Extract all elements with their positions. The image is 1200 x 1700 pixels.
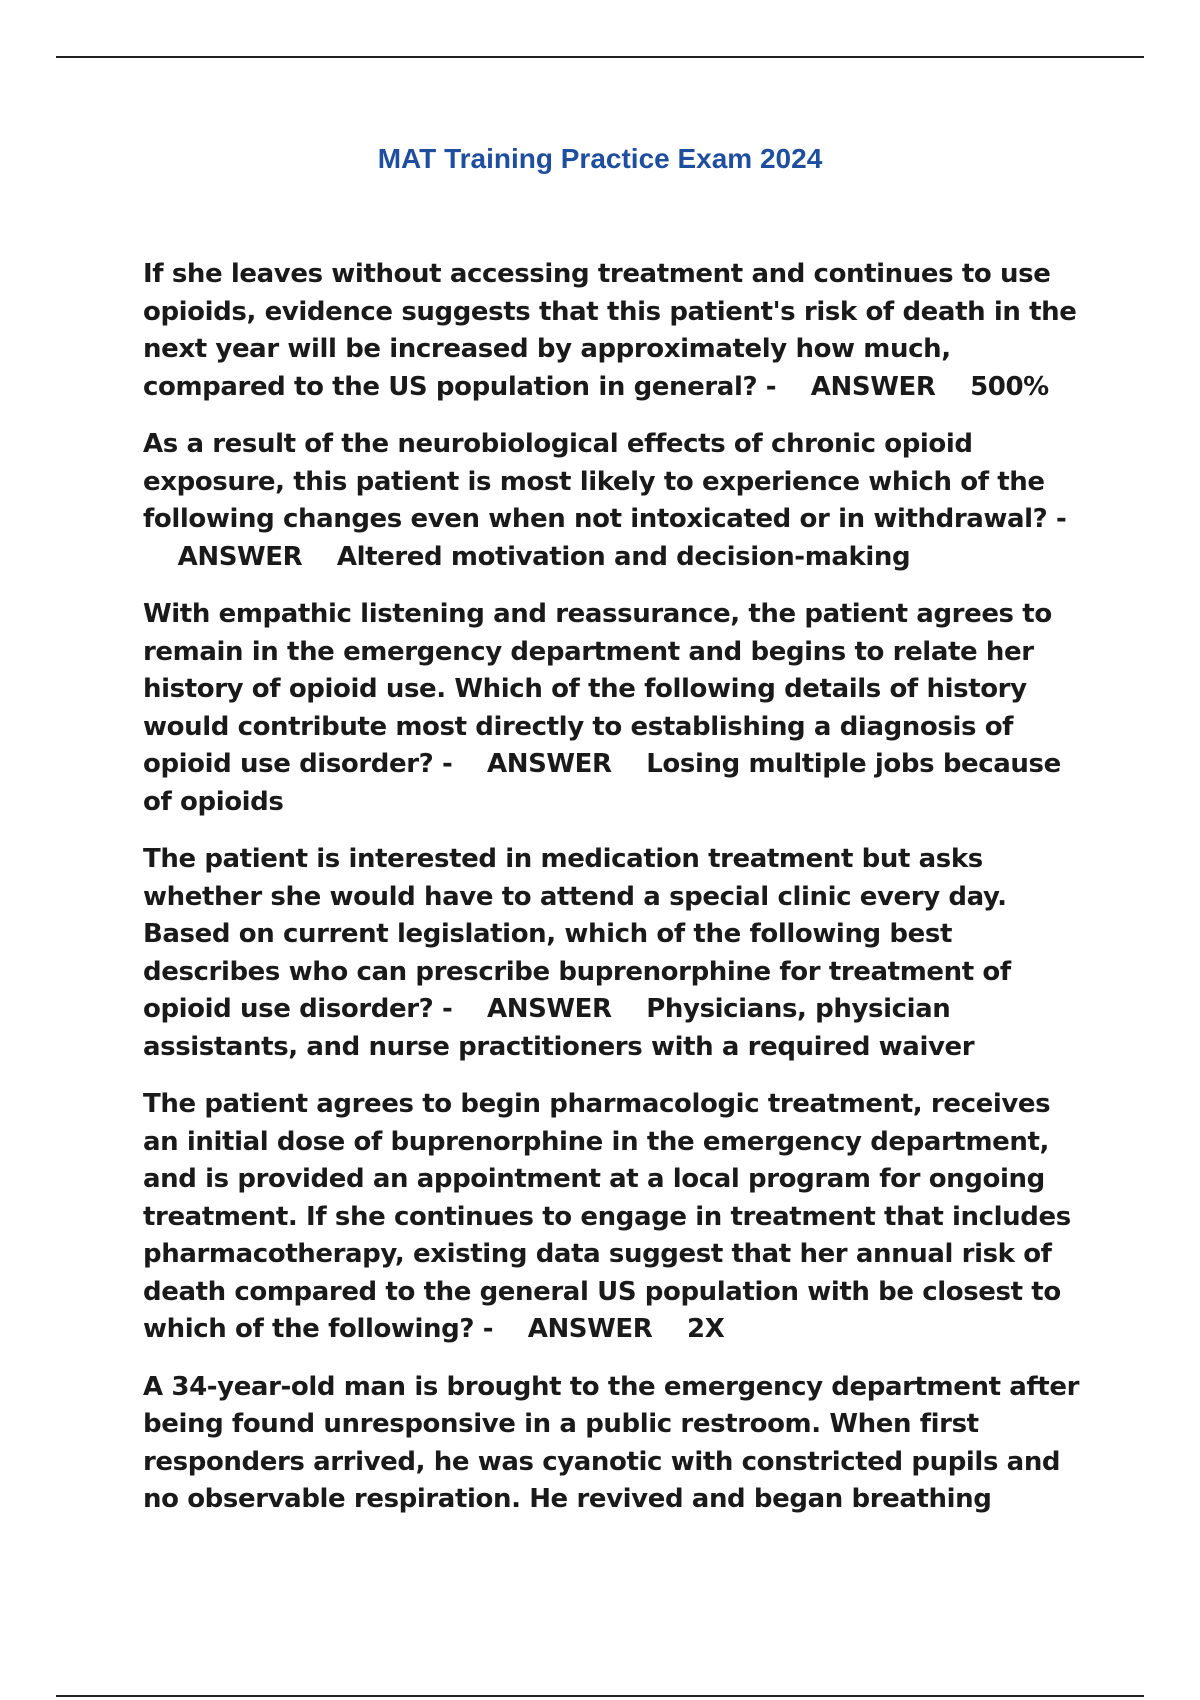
question-text: With empathic listening and reassurance, the patient agrees to remain in the emergency department and begins to relate her history of opioid use. Which of the following details of history would contribute most directly to establishing a diagnosis of opioid use disorder? — [143, 599, 1052, 779]
answer-text: 2X — [687, 1314, 725, 1344]
separator: - — [757, 371, 777, 402]
answer-text: Physicians, physician assistants, and nurse practitioners with a required waiver — [143, 994, 975, 1062]
answer-label: ANSWER — [486, 749, 612, 779]
answer-text: Losing multiple jobs because of opioids — [143, 749, 1061, 817]
qa-item-2 — [143, 426, 1093, 576]
answer-text: Altered motivation and decision-making — [336, 541, 911, 572]
question-text: The patient is interested in medication treatment but asks whether she would have to attend a special clinic every day. Based on current legislation, which of the following best describes who can prescribe buprenorphine for treatment of opioid use disorder? — [143, 844, 1011, 1024]
question-text: The patient agrees to begin pharmacologic treatment, receives an initial dose of buprenorphine in the emergency department, and is provided an appointment at a local program for ongoing treatment. If she continues to engage in treatment that includes pharmacotherapy, existing data suggest that her annual risk of death compared to the general US population with be closest to which of the following? — [143, 1089, 1071, 1344]
page-title: MAT Training Practice Exam 2024 — [377, 143, 823, 174]
qa-item-3 — [143, 596, 1093, 821]
qa-item-1 — [143, 256, 1093, 406]
separator: - — [474, 1314, 494, 1344]
document-body — [143, 256, 1093, 1539]
trailing-paragraph: A 34-year-old man is brought to the emergency department after being found unresponsive in a public restroom. When first responders arrived, he was cyanotic with constricted pupils and no observable respiration. He revived and began breathing — [143, 1371, 1079, 1514]
answer-text: 500% — [970, 371, 1049, 402]
answer-label: ANSWER — [810, 371, 936, 402]
separator: - — [1047, 504, 1067, 534]
answer-label: ANSWER — [177, 541, 303, 572]
answer-label: ANSWER — [527, 1314, 653, 1344]
separator: - — [433, 994, 453, 1024]
qa-item-4 — [143, 841, 1093, 1066]
question-text: If she leaves without accessing treatment and continues to use opioids, evidence suggests that this patient's risk of death in the next year will be increased by approximately how much, compared to the US population in general? — [143, 259, 1077, 402]
bottom-rule — [56, 1695, 1144, 1697]
question-text: As a result of the neurobiological effects of chronic opioid exposure, this patient is most likely to experience which of the following changes even when not intoxicated or in withdrawal? — [143, 429, 1048, 534]
separator: - — [433, 749, 453, 779]
qa-item-5 — [143, 1086, 1093, 1349]
top-rule — [56, 56, 1144, 58]
answer-label: ANSWER — [486, 994, 612, 1024]
